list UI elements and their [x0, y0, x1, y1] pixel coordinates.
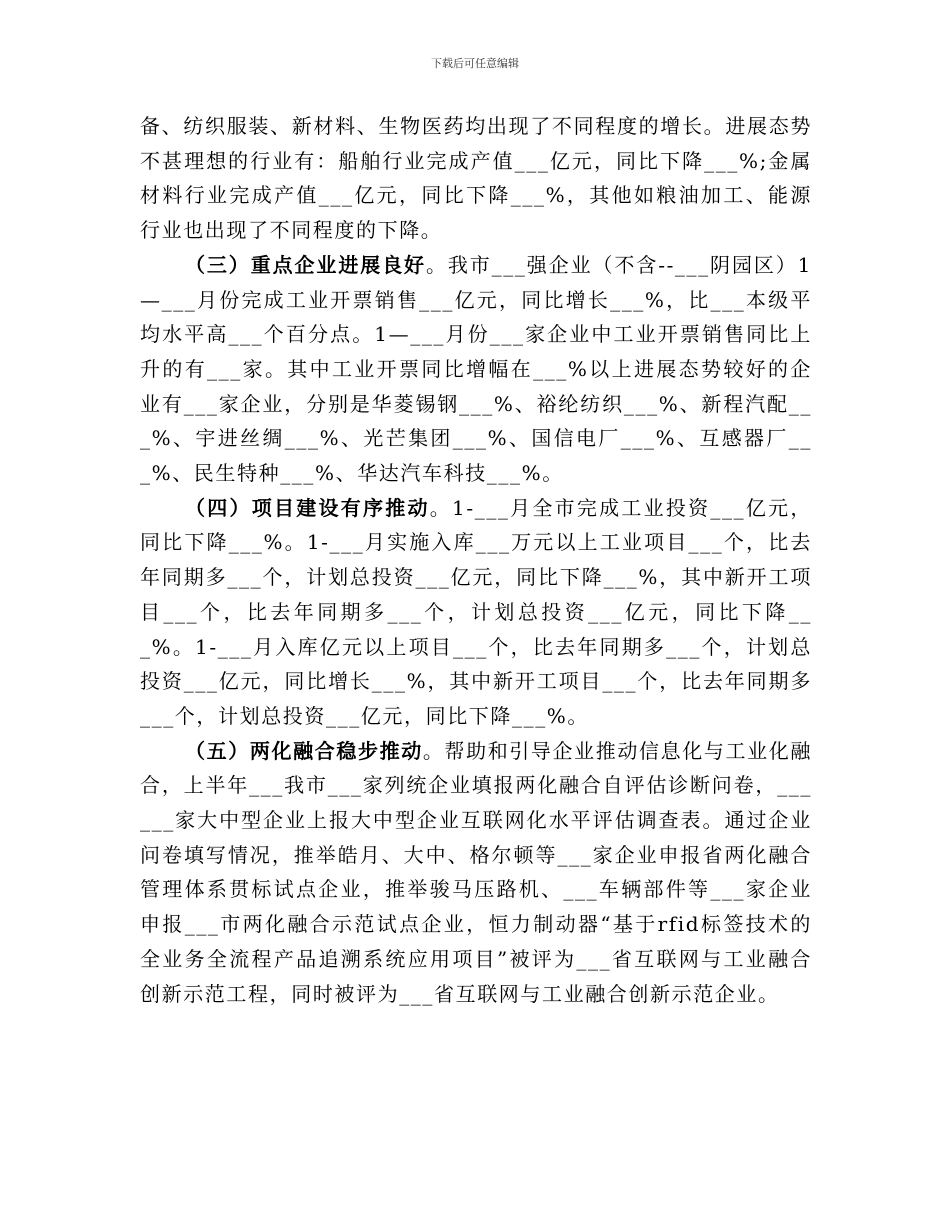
paragraph-text: 。1-___月全市完成工业投资___亿元，同比下降___%。1-___月实施入库___万元以上工业项目___个，比去年同期多___个，计划总投资___亿元，同比下降___%，其中新开工项目___个，比去年同期多___个，计划总投资___亿元，同比下降___%。1-___月入库亿元以上项目___个，比去年同期多___个，计划总投资___亿元，同比增长___%，其中新开工项目___个，比去年同期多___个，计划总投资___亿元，同比下降___%。 — [140, 495, 812, 728]
paragraph-key-enterprises — [140, 248, 812, 491]
section-heading-integration: （五）两化融合稳步推动 — [185, 738, 423, 763]
paragraph-integration — [140, 734, 812, 1012]
section-heading-project-construction: （四）项目建设有序推动 — [185, 495, 430, 520]
paragraph-text: 备、纺织服装、新材料、生物医药均出现了不同程度的增长。进展态势不甚理想的行业有：船舶行业完成产值___亿元，同比下降___%;金属材料行业完成产值___亿元，同比下降___%，其他如粮油加工、能源行业也出现了不同程度的下降。 — [140, 114, 812, 243]
section-heading-key-enterprises: （三）重点企业进展良好 — [185, 252, 426, 277]
paragraph-text: 。我市___强企业（不含--___阴园区）1—___月份完成工业开票销售___亿元，同比增长___%，比___本级平均水平高___个百分点。1—___月份___家企业中工业开票销售同比上升的有___家。其中工业开票同比增幅在___%以上进展态势较好的企业有___家企业，分别是华菱锡钢___%、裕纶纺织___%、新程汽配___%、宇进丝绸___%、光芒集团___%、国信电厂___%、互感器厂___%、民生特种___%、华达汽车科技___%。 — [140, 252, 812, 486]
paragraph-industry-output — [140, 109, 812, 248]
page-header: 下载后可任意编辑 — [431, 57, 519, 70]
paragraph-project-construction — [140, 491, 812, 734]
document-body — [140, 109, 812, 1011]
paragraph-text: 。帮助和引导企业推动信息化与工业化融合，上半年___我市___家列统企业填报两化融合自评估诊断问卷，______家大中型企业上报大中型企业互联网化水平评估调查表。通过企业问卷填写情况，推举皓月、大中、格尔顿等___家企业申报省两化融合管理体系贯标试点企业，推举骏马压路机、___车辆部件等___家企业申报___市两化融合示范试点企业，恒力制动器“基于rfid标签技术的全业务全流程产品追溯系统应用项目”被评为___省互联网与工业融合创新示范工程，同时被评为___省互联网与工业融合创新示范企业。 — [140, 738, 812, 1006]
